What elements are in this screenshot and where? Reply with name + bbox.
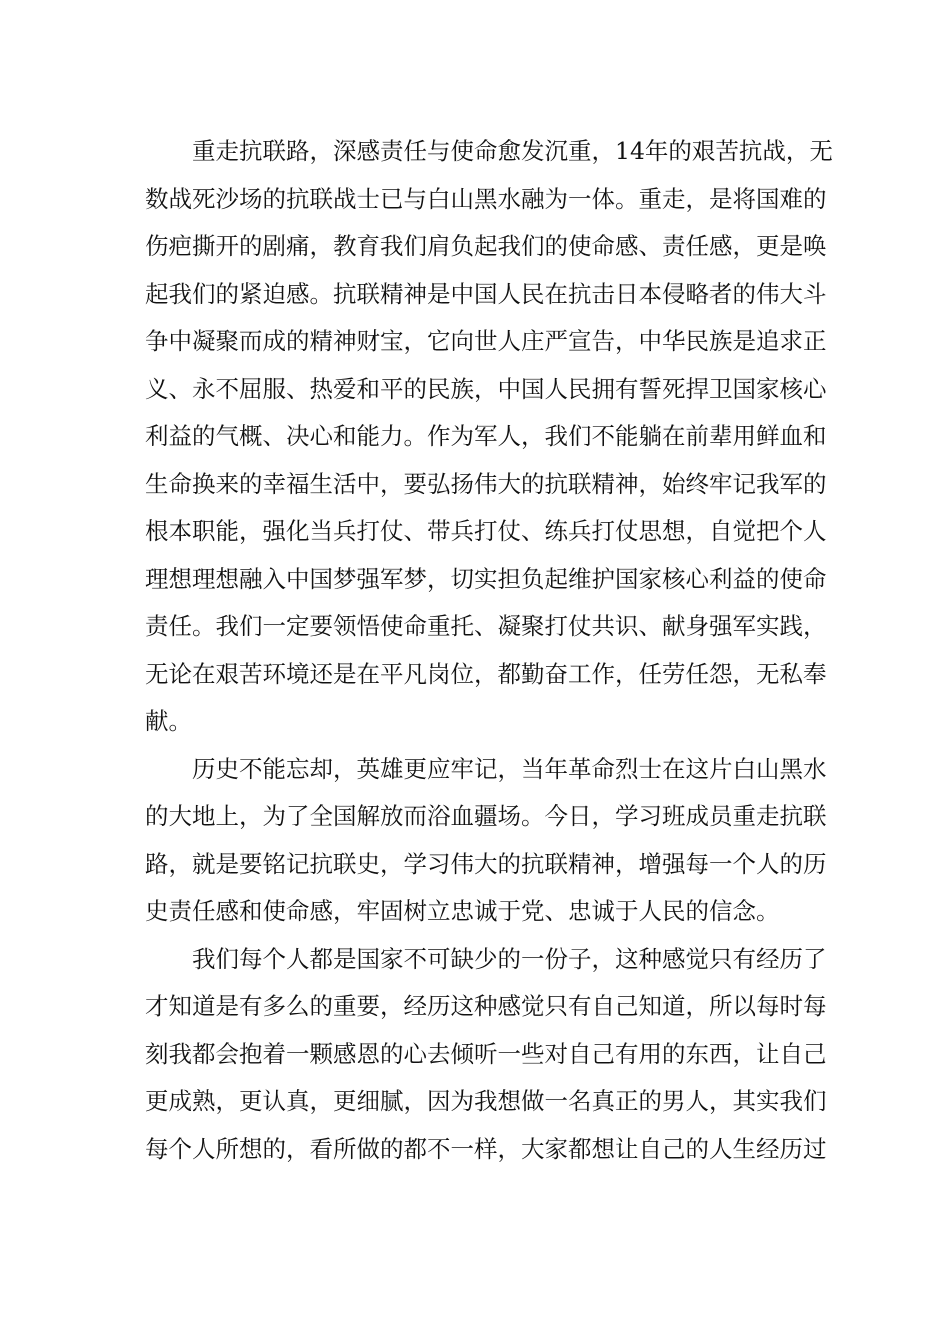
text-line: 重走抗联路，深感责任与使命愈发沉重，14年的艰苦抗战，无 — [192, 137, 833, 165]
text-line: 生命换来的幸福生活中，要弘扬伟大的抗联精神，始终牢记我军的 — [145, 469, 827, 498]
text-line: 无论在艰苦环境还是在平凡岗位，都勤奋工作，任劳任怨，无私奉 — [145, 659, 827, 688]
text-line: 每个人所想的，看所做的都不一样，大家都想让自己的人生经历过 — [145, 1134, 827, 1163]
text-line: 历史不能忘却，英雄更应牢记，当年革命烈士在这片白山黑水 — [192, 754, 827, 783]
text-line: 才知道是有多么的重要，经历这种感觉只有自己知道，所以每时每 — [145, 992, 827, 1020]
text-line: 更成熟，更认真，更细腻，因为我想做一名真正的男人，其实我们 — [145, 1087, 827, 1115]
text-line: 的大地上，为了全国解放而浴血疆场。今日，学习班成员重走抗联 — [145, 802, 827, 830]
text-line: 路，就是要铭记抗联史，学习伟大的抗联精神，增强每一个人的历 — [145, 849, 827, 878]
text-line: 数战死沙场的抗联战士已与白山黑水融为一体。重走，是将国难的 — [145, 184, 827, 213]
text-line: 伤疤撕开的剧痛，教育我们肩负起我们的使命感、责任感，更是唤 — [145, 232, 827, 260]
text-line: 起我们的紧迫感。抗联精神是中国人民在抗击日本侵略者的伟大斗 — [145, 279, 827, 308]
paragraph-2 — [145, 746, 827, 936]
document-page — [145, 128, 833, 1173]
paragraph-3 — [145, 936, 827, 1174]
text-line: 理想理想融入中国梦强军梦，切实担负起维护国家核心利益的使命 — [145, 564, 827, 593]
text-line: 争中凝聚而成的精神财宝，它向世人庄严宣告，中华民族是追求正 — [145, 327, 827, 355]
text-line: 利益的气概、决心和能力。作为军人，我们不能躺在前辈用鲜血和 — [145, 422, 827, 450]
text-line: 刻我都会抱着一颗感恩的心去倾听一些对自己有用的东西，让自己 — [145, 1039, 827, 1068]
text-line: 献。 — [145, 707, 192, 735]
text-line: 我们每个人都是国家不可缺少的一份子，这种感觉只有经历了 — [192, 944, 827, 973]
text-line: 责任。我们一定要领悟使命重托、凝聚打仗共识、献身强军实践， — [145, 612, 827, 640]
text-line: 根本职能，强化当兵打仗、带兵打仗、练兵打仗思想，自觉把个人 — [145, 517, 827, 545]
text-line: 史责任感和使命感，牢固树立忠诚于党、忠诚于人民的信念。 — [145, 897, 780, 925]
text-line: 义、永不屈服、热爱和平的民族，中国人民拥有誓死捍卫国家核心 — [145, 374, 827, 403]
paragraph-1 — [145, 128, 833, 746]
